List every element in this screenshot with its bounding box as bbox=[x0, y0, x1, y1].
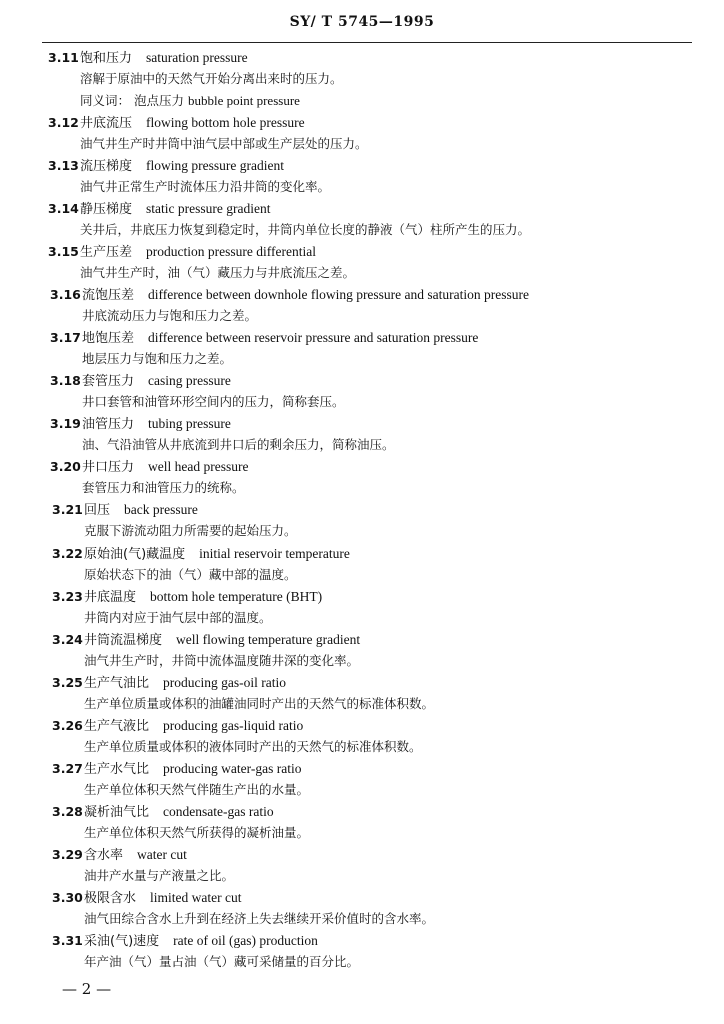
term-chinese: 采油(气)速度 bbox=[84, 934, 160, 950]
term-entry bbox=[0, 801, 724, 844]
term-chinese: 流饱压差 bbox=[82, 287, 135, 303]
page-number: — 2 — bbox=[62, 980, 112, 998]
term-chinese: 地饱压差 bbox=[82, 331, 135, 347]
term-definition: 油井产水量与产液量之比。 bbox=[84, 868, 235, 884]
term-entry bbox=[0, 629, 724, 672]
term-line bbox=[52, 586, 322, 608]
term-definition: 溶解于原油中的天然气开始分离出来时的压力。 bbox=[80, 71, 343, 86]
term-english: difference between downhole flowing pressure and saturation pressure bbox=[148, 286, 530, 302]
term-line bbox=[52, 543, 350, 565]
term-entry bbox=[0, 413, 724, 456]
term-line bbox=[50, 370, 231, 392]
term-english: saturation pressure bbox=[146, 50, 248, 65]
term-number: 3.29 bbox=[52, 847, 83, 863]
term-chinese: 凝析油气比 bbox=[84, 805, 150, 821]
term-english: well head pressure bbox=[148, 459, 249, 475]
term-definition: 油气井生产时，油（气）藏压力与井底流压之差。 bbox=[80, 264, 356, 280]
term-entry bbox=[0, 241, 724, 284]
synonym-chinese: 泡点压力 bbox=[134, 93, 185, 108]
term-line bbox=[52, 715, 303, 737]
term-number: 3.14 bbox=[48, 200, 79, 216]
term-english: tubing pressure bbox=[148, 416, 231, 432]
term-chinese: 井底流压 bbox=[80, 115, 133, 131]
term-english: rate of oil (gas) production bbox=[173, 933, 318, 949]
term-chinese: 井口压力 bbox=[82, 460, 135, 476]
term-line bbox=[48, 241, 316, 263]
term-chinese: 极限含水 bbox=[84, 891, 137, 907]
term-number: 3.20 bbox=[50, 459, 81, 475]
term-line bbox=[50, 327, 478, 349]
term-number: 3.18 bbox=[50, 373, 81, 389]
header-rule bbox=[42, 42, 692, 43]
term-definition: 年产油（气）量占油（气）藏可采储量的百分比。 bbox=[84, 954, 360, 970]
term-number: 3.12 bbox=[48, 114, 79, 130]
term-line bbox=[52, 844, 187, 866]
term-english: initial reservoir temperature bbox=[199, 545, 350, 561]
term-entry bbox=[0, 715, 724, 758]
term-number: 3.22 bbox=[52, 545, 83, 561]
term-definition: 井底流动压力与饱和压力之差。 bbox=[82, 307, 258, 323]
term-english: flowing bottom hole pressure bbox=[146, 114, 305, 130]
term-line bbox=[52, 672, 286, 694]
term-english: well flowing temperature gradient bbox=[176, 631, 361, 647]
term-chinese: 井底温度 bbox=[84, 589, 137, 605]
term-chinese: 含水率 bbox=[84, 848, 124, 864]
term-entry bbox=[0, 844, 724, 887]
term-entry bbox=[0, 112, 724, 155]
term-entry bbox=[0, 672, 724, 715]
synonym-label: 同义词： bbox=[80, 93, 131, 108]
term-entry bbox=[0, 887, 724, 930]
term-english: static pressure gradient bbox=[146, 200, 271, 216]
term-line bbox=[50, 456, 248, 478]
term-definition: 克服下游流动阻力所需要的起始压力。 bbox=[84, 523, 297, 539]
term-number: 3.24 bbox=[52, 631, 83, 647]
term-english: limited water cut bbox=[150, 890, 242, 906]
term-chinese: 饱和压力 bbox=[80, 51, 133, 66]
term-number: 3.23 bbox=[52, 588, 83, 604]
term-number: 3.11 bbox=[48, 50, 79, 65]
term-synonym bbox=[80, 90, 300, 112]
term-number: 3.25 bbox=[52, 674, 83, 690]
term-definition: 油气井生产时井筒中油气层中部或生产层处的压力。 bbox=[80, 135, 368, 151]
term-definition: 套管压力和油管压力的统称。 bbox=[82, 480, 245, 496]
term-line bbox=[48, 112, 305, 134]
synonym-english: bubble point pressure bbox=[188, 93, 300, 108]
term-definition: 生产单位质量或体积的油罐油同时产出的天然气的标准体积数。 bbox=[84, 695, 435, 711]
term-english: producing gas-oil ratio bbox=[163, 674, 286, 690]
term-english: water cut bbox=[137, 847, 187, 863]
term-line bbox=[52, 801, 274, 823]
term-definition: 井筒内对应于油气层中部的温度。 bbox=[84, 609, 272, 625]
term-line bbox=[52, 499, 198, 521]
term-chinese: 生产水气比 bbox=[84, 762, 150, 777]
term-chinese: 静压梯度 bbox=[80, 201, 133, 217]
term-english: flowing pressure gradient bbox=[146, 157, 284, 173]
term-entry bbox=[0, 930, 724, 973]
term-english: producing water-gas ratio bbox=[163, 761, 302, 776]
term-chinese: 回压 bbox=[84, 503, 111, 519]
term-entry bbox=[0, 456, 724, 499]
term-definition: 原始状态下的油（气）藏中部的温度。 bbox=[84, 566, 297, 582]
term-entry bbox=[0, 284, 724, 327]
term-number: 3.28 bbox=[52, 804, 83, 820]
term-chinese: 油管压力 bbox=[82, 417, 135, 433]
term-chinese: 井筒流温梯度 bbox=[84, 632, 163, 648]
term-chinese: 原始油(气)藏温度 bbox=[84, 546, 186, 562]
term-line bbox=[48, 47, 248, 69]
term-line bbox=[50, 284, 529, 306]
term-list bbox=[0, 47, 724, 973]
term-number: 3.16 bbox=[50, 286, 81, 302]
term-definition: 油气井正常生产时流体压力沿井筒的变化率。 bbox=[80, 178, 331, 194]
term-entry bbox=[0, 758, 724, 801]
term-chinese: 生产压差 bbox=[80, 244, 133, 260]
term-line bbox=[50, 413, 231, 435]
term-number: 3.19 bbox=[50, 416, 81, 432]
term-chinese: 套管压力 bbox=[82, 374, 135, 390]
term-definition: 生产单位质量或体积的液体同时产出的天然气的标准体积数。 bbox=[84, 738, 422, 754]
term-english: producing gas-liquid ratio bbox=[163, 717, 304, 733]
term-line bbox=[52, 629, 360, 651]
term-number: 3.26 bbox=[52, 717, 83, 733]
term-number: 3.17 bbox=[50, 330, 81, 346]
term-english: back pressure bbox=[124, 502, 198, 518]
term-english: difference between reservoir pressure and saturation pressure bbox=[148, 330, 479, 346]
term-definition: 地层压力与饱和压力之差。 bbox=[82, 351, 233, 367]
term-line bbox=[48, 155, 284, 177]
term-number: 3.13 bbox=[48, 157, 79, 173]
term-line bbox=[52, 887, 241, 909]
term-entry bbox=[0, 327, 724, 370]
term-entry bbox=[0, 47, 724, 112]
term-chinese: 流压梯度 bbox=[80, 158, 133, 174]
term-line bbox=[48, 198, 270, 220]
term-number: 3.31 bbox=[52, 933, 83, 949]
term-definition: 油、气沿油管从井底流到井口后的剩余压力，简称油压。 bbox=[82, 437, 395, 453]
term-number: 3.27 bbox=[52, 761, 83, 776]
term-entry bbox=[0, 499, 724, 542]
term-entry bbox=[0, 198, 724, 241]
term-entry bbox=[0, 155, 724, 198]
term-definition: 生产单位体积天然气所获得的凝析油量。 bbox=[84, 825, 310, 841]
term-definition: 井口套管和油管环形空间内的压力，简称套压。 bbox=[82, 394, 345, 410]
term-entry bbox=[0, 370, 724, 413]
term-definition: 油气田综合含水上升到在经济上失去继续开采价值时的含水率。 bbox=[84, 911, 435, 927]
term-number: 3.21 bbox=[52, 502, 83, 518]
term-chinese: 生产气油比 bbox=[84, 675, 150, 691]
term-english: casing pressure bbox=[148, 373, 231, 389]
term-english: condensate-gas ratio bbox=[163, 804, 274, 820]
term-number: 3.15 bbox=[48, 243, 79, 259]
term-entry bbox=[0, 586, 724, 629]
term-chinese: 生产气液比 bbox=[84, 718, 150, 734]
term-line bbox=[52, 930, 318, 952]
term-definition: 油气井生产时，井筒中流体温度随井深的变化率。 bbox=[84, 652, 360, 668]
page-header: SY/ T 5745—1995 bbox=[289, 14, 435, 30]
term-english: bottom hole temperature (BHT) bbox=[150, 588, 323, 604]
term-definition: 生产单位体积天然气伴随生产出的水量。 bbox=[84, 782, 310, 797]
term-definition: 关井后，井底压力恢复到稳定时，井筒内单位长度的静液（气）柱所产生的压力。 bbox=[80, 221, 531, 237]
term-number: 3.30 bbox=[52, 890, 83, 906]
term-line bbox=[52, 758, 301, 780]
term-entry bbox=[0, 543, 724, 586]
term-english: production pressure differential bbox=[146, 243, 316, 259]
